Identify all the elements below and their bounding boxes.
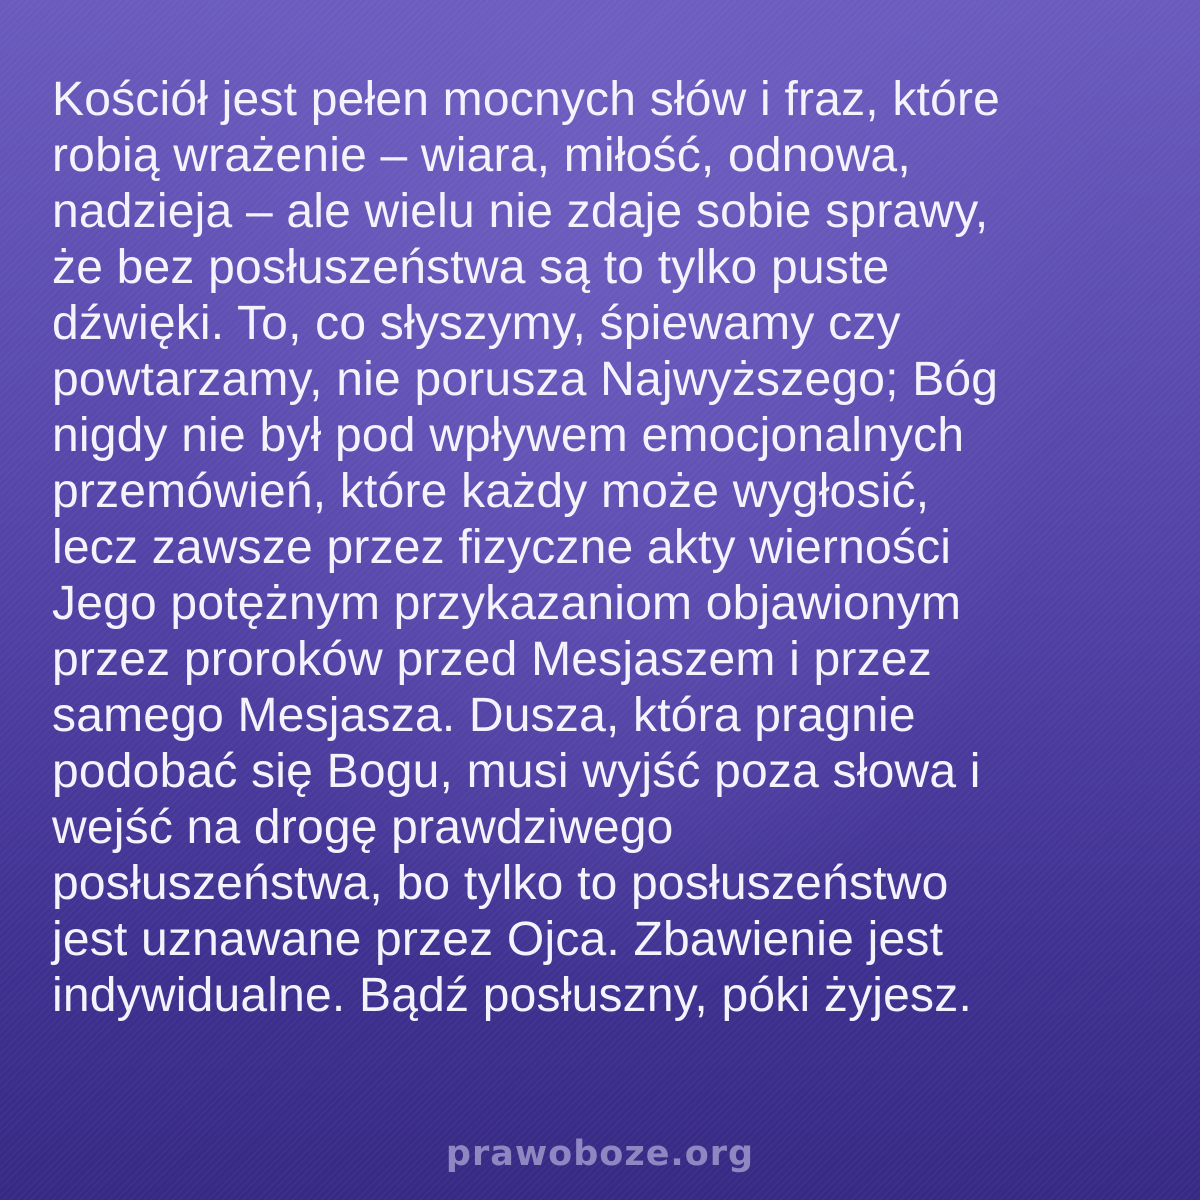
quote-line: Kościół jest pełen mocnych słów i fraz, które (52, 73, 1001, 126)
quote-line: Jego potężnym przykazaniom objawionym (52, 577, 962, 630)
quote-line: przez proroków przed Mesjaszem i przez (52, 633, 932, 686)
quote-line: powtarzamy, nie porusza Najwyższego; Bóg (52, 353, 999, 406)
quote-text (52, 72, 1162, 1024)
watermark: prawoboze.org (445, 1134, 755, 1174)
quote-line: indywidualne. Bądź posłuszny, póki żyjesz. (52, 969, 972, 1022)
quote-line: przemówień, które każdy może wygłosić, (52, 465, 930, 518)
quote-line: lecz zawsze przez fizyczne akty wierności (52, 521, 952, 574)
quote-line: nigdy nie był pod wpływem emocjonalnych (52, 409, 965, 462)
quote-line: wejść na drogę prawdziwego (52, 801, 674, 854)
quote-line: posłuszeństwa, bo tylko to posłuszeństwo (52, 857, 949, 910)
quote-line: samego Mesjasza. Dusza, która pragnie (52, 689, 916, 742)
quote-line: dźwięki. To, co słyszymy, śpiewamy czy (52, 297, 901, 350)
quote-line: podobać się Bogu, musi wyjść poza słowa i (52, 745, 981, 798)
quote-line: nadzieja – ale wielu nie zdaje sobie sprawy, (52, 185, 989, 238)
quote-line: robią wrażenie – wiara, miłość, odnowa, (52, 129, 911, 182)
quote-line: jest uznawane przez Ojca. Zbawienie jest (52, 913, 944, 966)
quote-line: że bez posłuszeństwa są to tylko puste (52, 241, 890, 294)
